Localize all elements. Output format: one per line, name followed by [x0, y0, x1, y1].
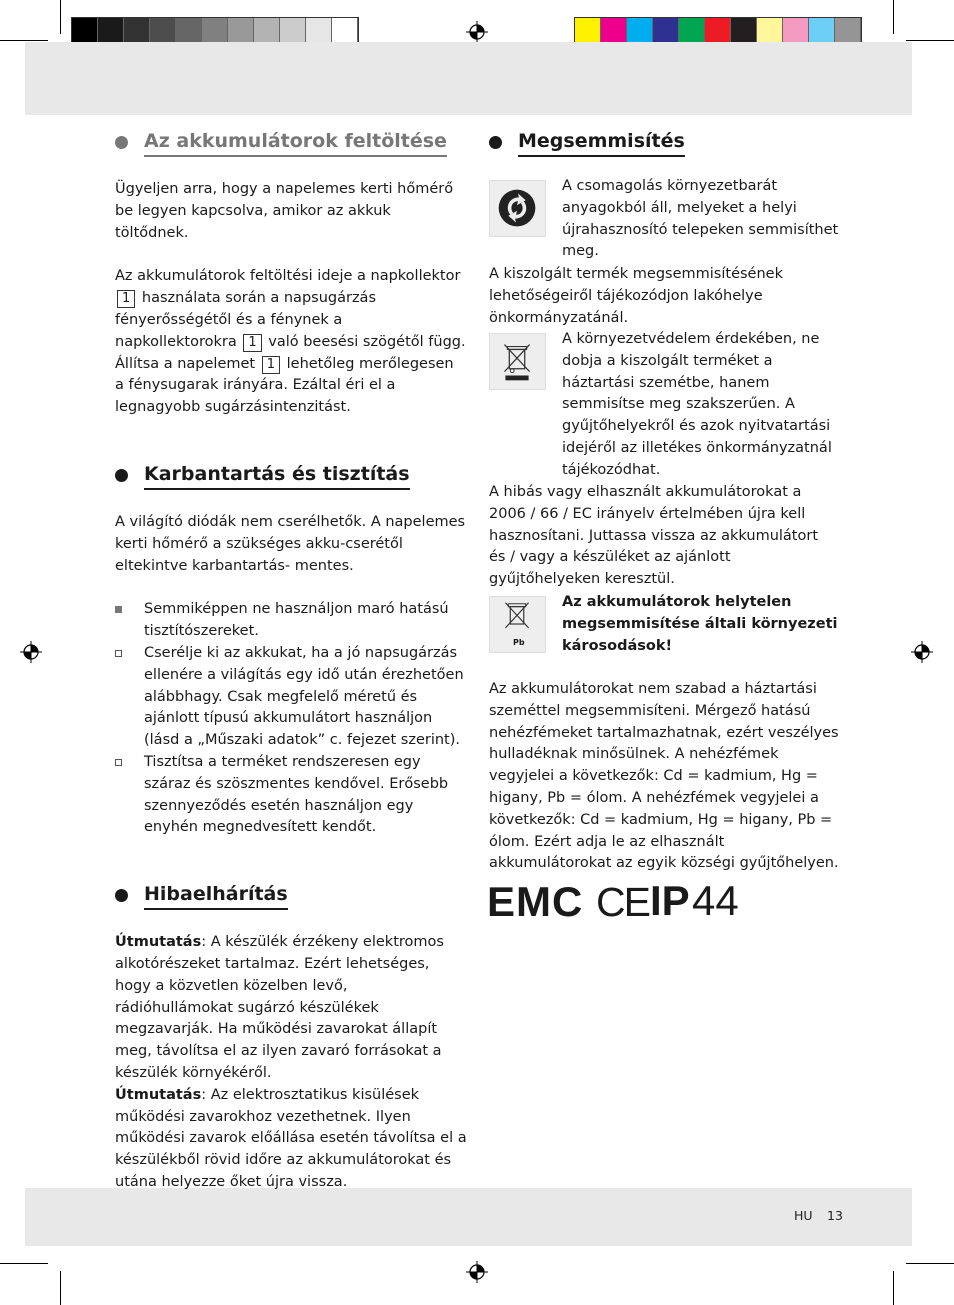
registration-mark-icon	[466, 21, 488, 43]
part-reference: 1	[262, 356, 280, 374]
part-reference: 1	[243, 334, 261, 352]
battery-bin-icon-box	[489, 596, 546, 653]
footer-band	[25, 1188, 912, 1246]
list-item: Cserélje ki az akkukat, ha a jó napsugárzás ellenére a világítás egy idő után érezhetően alábbhagy. Csak megfelelő méretű és ajánlott típusú akkumulátort használjon (lásd a „Műszaki adatok” c. fejezet szerint).	[115, 643, 467, 752]
crop-mark	[0, 1263, 48, 1264]
list-item: Semmiképpen ne használjon maró hatású tisztítószereket.	[115, 599, 467, 643]
crop-mark	[0, 40, 48, 41]
heading-bullet-icon	[115, 889, 128, 902]
registration-mark-icon	[20, 641, 42, 663]
footer-page-number: 13	[827, 1208, 843, 1223]
ip-rating: 44	[692, 877, 739, 924]
ip-mark: IP	[650, 877, 690, 924]
footer-language: HU	[794, 1208, 813, 1223]
heading-troubleshooting: Hibaelhárítás	[115, 881, 467, 910]
crop-mark	[906, 1263, 954, 1264]
crop-mark	[893, 1271, 894, 1305]
weee-icon-box	[489, 333, 546, 390]
note-paragraph-2: Útmutatás: Az elektrosztatikus kisülések működési zavarokhoz vezethetnek. Ilyen működési zavarok előállása esetén távolítsa el a készülékből rövid időre az akkumulátorokat és utána helyezze őket újra vissza.	[115, 1086, 467, 1190]
registration-mark-icon	[466, 1261, 488, 1283]
charge-paragraph-1: Ügyeljen arra, hogy a napelemes kerti hőmérő be legyen kapcsolva, amikor az akkuk töltődnek.	[115, 181, 454, 241]
charge-paragraph-2: Az akkumulátorok feltöltési ideje a napkollektor 1 használata során a napsugárzás fényerősségétől és a fénynek a napkollektorokra 1 való beesési szögétől függ. Állítsa a napelemet 1 lehetőleg merőlegesen a fénysugarak irányára. Ezáltal éri el a legnagyobb sugárzásintenzitást.	[115, 268, 466, 416]
crop-mark	[893, 0, 894, 34]
pb-label: Pb	[513, 638, 525, 647]
crop-mark	[906, 40, 954, 41]
crossed-bin-icon	[490, 334, 545, 389]
battery-text: A hibás vagy elhasznált akkumulátorokat a 2006 / 66 / EC irányelv értelmében újra kell hasznosítani. Juttassa vissza az akkumulátort és / vagy a készüléket az ajánlott gyűjtőhelyeken keresztül.	[489, 484, 819, 588]
environment-text: A környezetvédelem érdekében, ne dobja a kiszolgált terméket a háztartási szemétbe, hanem semmisítse meg szakszerűen. A gyűjtőhelyekről és azok nyitvatartási idejéről az illetékes önkormányzatnál tájékozódhat.	[562, 331, 832, 478]
part-reference: 1	[117, 290, 135, 308]
ce-mark: CE	[596, 879, 649, 925]
heavy-metals-text: Az akkumulátorokat nem szabad a háztartási szeméttel megsemmisíteni. Mérgező hatású nehézfémeket tartalmazhatnak, ezért veszélyes hulladéknak minősülnek. A nehézfémek vegyjelei a következők: Cd = kadmium, Hg = higany, Pb = ólom. A nehézfémek vegyjelei a következők: Cd = kadmium, Hg = higany, Pb = ólom. Ezért adja le az elhasznált akkumulátorokat az egyik községi gyűjtőhelyen.	[489, 681, 839, 872]
emc-mark: EMC	[487, 878, 584, 925]
heading-bullet-icon	[115, 136, 128, 149]
battery-warning-bold: Az akkumulátorok helytelen megsemmisítése általi környezeti károsodások!	[562, 594, 838, 654]
packaging-text: A csomagolás környezetbarát anyagokból áll, melyeket a helyi újrahasznosító telepeken semmisíthet meg.	[562, 178, 839, 260]
heading-disposal: Megsemmisítés	[489, 128, 839, 157]
left-column	[115, 128, 467, 1194]
note-paragraph-1: Útmutatás: A készülék érzékeny elektromos alkotórészeket tartalmaz. Ezért lehetséges, hogy a közvetlen közelben levő, rádióhullámokat sugárzó készülékek megzavarják. Ha működési zavarokat állapít meg, távolítsa el az ilyen zavaró forrásokat a készülék környékéről.	[115, 934, 444, 1081]
heading-maintenance: Karbantartás és tisztítás	[115, 461, 467, 490]
list-item: Tisztítsa a terméket rendszeresen egy száraz és szöszmentes kendővel. Erősebb szennyeződés esetén használjon egy enyhén megnedvesített kendőt.	[115, 752, 467, 839]
recycling-icon-box	[489, 180, 546, 237]
heading-bullet-icon	[489, 136, 502, 149]
green-dot-icon	[490, 181, 545, 236]
right-column-heading	[489, 128, 839, 157]
maintenance-list	[115, 599, 467, 839]
maintenance-paragraph: A világító diódák nem cserélhetők. A napelemes kerti hőmérő a szükséges akku-cserétől eltekintve karbantartás- mentes.	[115, 513, 466, 574]
municipal-text: A kiszolgált termék megsemmisítésének lehetőségeiről tájékozódjon lakóhelye önkormányzatánál.	[489, 266, 783, 326]
crop-mark	[60, 1271, 61, 1305]
heading-bullet-icon	[115, 469, 128, 482]
registration-mark-icon	[911, 641, 933, 663]
header-band	[25, 42, 912, 115]
heading-charge: Az akkumulátorok feltöltése	[115, 128, 467, 157]
crop-mark	[60, 0, 61, 34]
